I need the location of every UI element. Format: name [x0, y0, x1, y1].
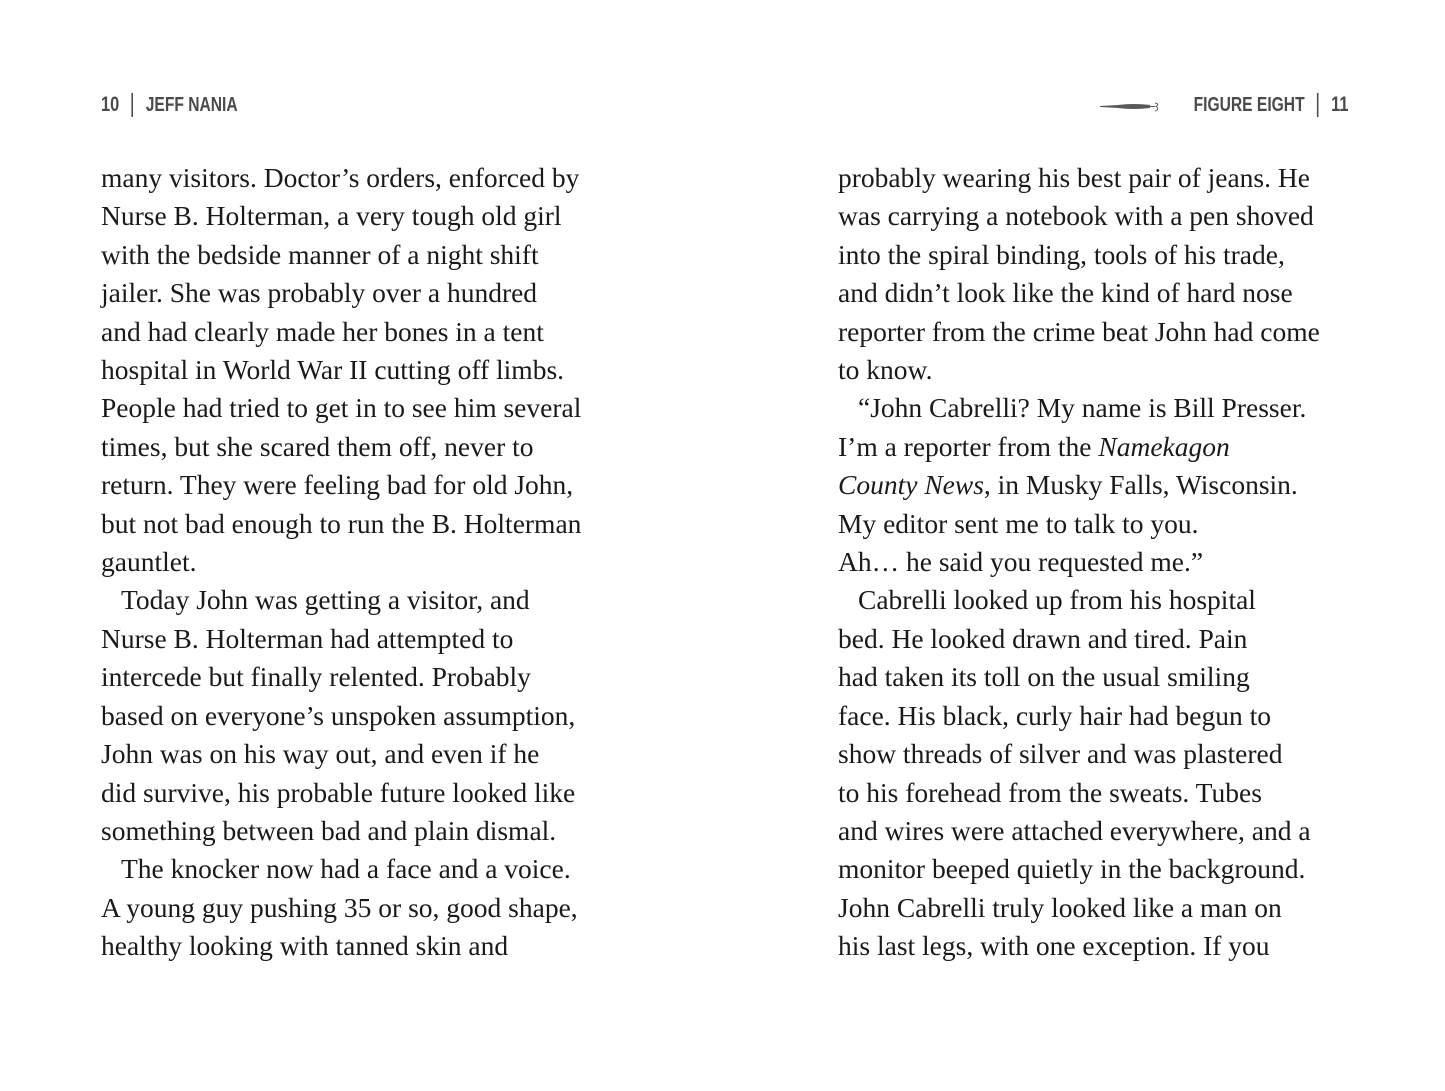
header-divider: [132, 93, 134, 117]
text-line: based on everyone’s unspoken assumption,: [101, 699, 576, 731]
text-line: and had clearly made her bones in a tent: [101, 315, 544, 347]
text-line: into the spiral binding, tools of his trade,: [838, 238, 1285, 270]
page-number-right: 11: [1330, 93, 1348, 116]
text-line: monitor beeped quietly in the background.: [838, 853, 1306, 885]
text-line: The knocker now had a face and a voice.: [121, 853, 571, 885]
text-line: to his forehead from the sweats. Tubes: [838, 776, 1262, 808]
text-line: many visitors. Doctor’s orders, enforced by: [101, 162, 580, 193]
text-line: bed. He looked drawn and tired. Pain: [838, 622, 1248, 654]
text-line: My editor sent me to talk to you.: [838, 507, 1199, 539]
text-line: Today John was getting a visitor, and: [121, 584, 530, 616]
right-body-text: [838, 159, 1398, 966]
author-name: JEFF NANIA: [145, 93, 238, 116]
text-line: probably wearing his best pair of jeans. He: [838, 162, 1310, 193]
text-line: show threads of silver and was plastered: [838, 738, 1283, 770]
text-line: jailer. She was probably over a hundred: [101, 277, 538, 309]
text-line: something between bad and plain dismal.: [101, 814, 557, 846]
text-line: with the bedside manner of a night shift: [101, 238, 539, 270]
text-line: Nurse B. Holterman had attempted to: [101, 622, 514, 654]
italic-title: Namekagon: [1098, 430, 1230, 462]
text-line: healthy looking with tanned skin and: [101, 930, 509, 962]
fishing-lure-icon: [1098, 98, 1162, 116]
text-line: hospital in World War II cutting off limbs.: [101, 354, 565, 386]
text-segment: I’m a reporter from the: [838, 430, 1099, 462]
text-line: John Cabrelli truly looked like a man on: [838, 891, 1282, 923]
text-line: had taken its toll on the usual smiling: [838, 661, 1250, 693]
text-line: Cabrelli looked up from his hospital: [858, 584, 1256, 616]
text-line: People had tried to get in to see him several: [101, 392, 582, 424]
right-page: [722, 0, 1445, 1091]
text-line: his last legs, with one exception. If you: [838, 930, 1270, 962]
text-line: [838, 428, 1398, 466]
text-line: “John Cabrelli? My name is Bill Presser.: [858, 392, 1307, 424]
text-line: Nurse B. Holterman, a very tough old girl: [101, 200, 562, 232]
text-line: return. They were feeling bad for old John,: [101, 469, 574, 501]
text-line: to know.: [838, 354, 933, 386]
text-line: gauntlet.: [101, 546, 197, 578]
text-line: did survive, his probable future looked like: [101, 776, 576, 808]
text-line: John was on his way out, and even if he: [101, 738, 540, 770]
page-number-left: 10: [101, 93, 120, 116]
left-page: [0, 0, 722, 1091]
text-line: was carrying a notebook with a pen shoved: [838, 200, 1314, 232]
text-line: Ah… he said you requested me.”: [838, 546, 1204, 578]
text-segment: , in Musky Falls, Wisconsin.: [983, 469, 1298, 501]
header-divider: [1317, 93, 1319, 117]
italic-title: County News: [838, 469, 984, 501]
right-running-head: [1193, 93, 1348, 117]
text-line: reporter from the crime beat John had come: [838, 315, 1320, 347]
text-line: [838, 466, 1398, 504]
left-running-head: [101, 93, 238, 117]
text-line: and wires were attached everywhere, and a: [838, 814, 1311, 846]
text-line: but not bad enough to run the B. Holterman: [101, 507, 582, 539]
text-line: face. His black, curly hair had begun to: [838, 699, 1271, 731]
left-body-text: [101, 159, 661, 966]
text-line: times, but she scared them off, never to: [101, 430, 534, 462]
book-title: FIGURE EIGHT: [1193, 93, 1305, 116]
text-line: intercede but finally relented. Probably: [101, 661, 531, 693]
text-line: A young guy pushing 35 or so, good shape,: [101, 891, 578, 923]
text-line: and didn’t look like the kind of hard nose: [838, 277, 1293, 309]
